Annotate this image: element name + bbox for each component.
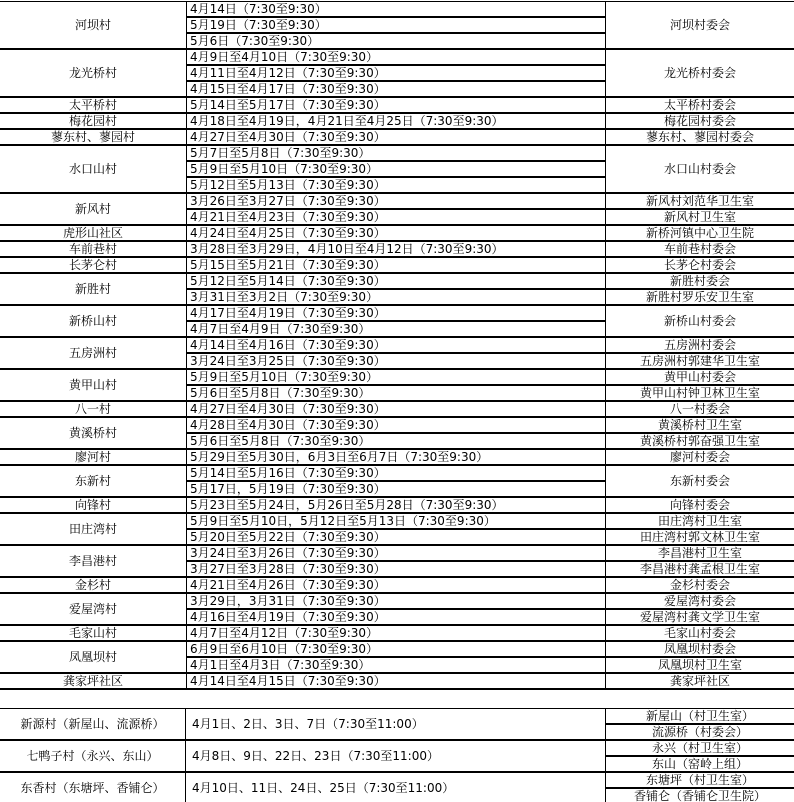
date-cell: 5月23日至5月24日，5月26日至5月28日（7:30至9:30） <box>186 497 605 513</box>
village-cell: 七鸭子村（永兴、东山） <box>0 740 186 772</box>
place-cell: 太平桥村委会 <box>605 97 794 113</box>
place-cell: 向锋村委会 <box>605 497 794 513</box>
place-cell: 梅花园村委会 <box>605 113 794 129</box>
village-cell: 东香村（东塘坪、香铺仑） <box>0 772 186 802</box>
date-cell: 4月14日至4月15日（7:30至9:30） <box>186 673 605 689</box>
village-cell: 八一村 <box>0 401 186 417</box>
date-cell: 5月9日至5月10日（7:30至9:30） <box>186 369 605 385</box>
village-cell: 虎形山社区 <box>0 225 186 241</box>
date-cell: 5月15日至5月21日（7:30至9:30） <box>186 257 605 273</box>
place-cell: 八一村委会 <box>605 401 794 417</box>
date-cell: 3月29日，3月31日（7:30至9:30） <box>186 593 605 609</box>
place-cell: 黄溪桥村卫生室 <box>605 417 794 433</box>
date-cell: 5月20日至5月22日（7:30至9:30） <box>186 529 605 545</box>
date-cell: 4月18日至4月19日，4月21日至4月25日（7:30至9:30） <box>186 113 605 129</box>
date-cell: 4月16日至4月19日（7:30至9:30） <box>186 609 605 625</box>
place-cell: 爱屋湾村龚文学卫生室 <box>605 609 794 625</box>
date-cell: 4月21日至4月23日（7:30至9:30） <box>186 209 605 225</box>
place-cell: 长茅仑村委会 <box>605 257 794 273</box>
date-cell: 5月6日（7:30至9:30） <box>186 33 605 49</box>
date-cell: 4月7日至4月9日（7:30至9:30） <box>186 321 605 337</box>
place-cell: 黄溪桥村郭奋强卫生室 <box>605 433 794 449</box>
village-cell: 金杉村 <box>0 577 186 593</box>
place-cell: 凤凰坝村卫生室 <box>605 657 794 673</box>
place-cell: 新屋山（村卫生室） <box>605 708 794 724</box>
place-cell: 东山（窑岭上组） <box>605 756 794 772</box>
village-cell: 黄溪桥村 <box>0 417 186 449</box>
village-cell: 长茅仑村 <box>0 257 186 273</box>
date-cell: 5月7日至5月8日（7:30至9:30） <box>186 145 605 161</box>
place-cell: 水口山村委会 <box>605 145 794 193</box>
place-cell: 流源桥（村委会） <box>605 724 794 740</box>
blank-row <box>0 689 794 705</box>
date-cell: 4月1日至4月3日（7:30至9:30） <box>186 657 605 673</box>
place-cell: 黄甲山村钟卫林卫生室 <box>605 385 794 401</box>
place-cell: 李昌港村龚孟根卫生室 <box>605 561 794 577</box>
date-cell: 5月9日至5月10日（7:30至9:30） <box>186 161 605 177</box>
place-cell: 凤凰坝村委会 <box>605 641 794 657</box>
date-cell: 3月31日至3月2日（7:30至9:30） <box>186 289 605 305</box>
place-cell: 廖河村委会 <box>605 449 794 465</box>
date-cell: 3月24日至3月26日（7:30至9:30） <box>186 545 605 561</box>
village-cell: 车前巷村 <box>0 241 186 257</box>
date-cell: 4月24日至4月25日（7:30至9:30） <box>186 225 605 241</box>
date-cell: 4月11日至4月12日（7:30至9:30） <box>186 65 605 81</box>
place-cell: 黄甲山村委会 <box>605 369 794 385</box>
date-cell: 5月12日至5月14日（7:30至9:30） <box>186 273 605 289</box>
village-cell: 龚家坪社区 <box>0 673 186 689</box>
place-cell: 五房洲村委会 <box>605 337 794 353</box>
place-cell: 新胜村委会 <box>605 273 794 289</box>
place-cell: 河坝村委会 <box>605 1 794 49</box>
date-cell: 3月26日至3月27日（7:30至9:30） <box>186 193 605 209</box>
date-cell: 4月9日至4月10日（7:30至9:30） <box>186 49 605 65</box>
village-cell: 龙光桥村 <box>0 49 186 97</box>
date-cell: 4月8日、9日、22日、23日（7:30至11:00） <box>186 740 605 772</box>
place-cell: 新桥山村委会 <box>605 305 794 337</box>
date-cell: 4月14日至4月16日（7:30至9:30） <box>186 337 605 353</box>
village-cell: 梅花园村 <box>0 113 186 129</box>
village-cell: 太平桥村 <box>0 97 186 113</box>
date-cell: 4月1日、2日、3日、7日（7:30至11:00） <box>186 708 605 740</box>
date-cell: 5月14日至5月17日（7:30至9:30） <box>186 97 605 113</box>
place-cell: 李昌港村卫生室 <box>605 545 794 561</box>
place-cell: 田庄湾村卫生室 <box>605 513 794 529</box>
place-cell: 龙光桥村委会 <box>605 49 794 97</box>
place-cell: 车前巷村委会 <box>605 241 794 257</box>
place-cell: 新胜村罗乐安卫生室 <box>605 289 794 305</box>
date-cell: 3月27日至3月28日（7:30至9:30） <box>186 561 605 577</box>
place-cell: 田庄湾村郭文林卫生室 <box>605 529 794 545</box>
date-cell: 5月9日至5月10日，5月12日至5月13日（7:30至9:30） <box>186 513 605 529</box>
date-cell: 4月14日（7:30至9:30） <box>186 1 605 17</box>
village-cell: 蓼东村、蓼园村 <box>0 129 186 145</box>
place-cell: 龚家坪社区 <box>605 673 794 689</box>
village-cell: 李昌港村 <box>0 545 186 577</box>
date-cell: 4月7日至4月12日（7:30至9:30） <box>186 625 605 641</box>
place-cell: 东新村委会 <box>605 465 794 497</box>
village-cell: 新桥山村 <box>0 305 186 337</box>
village-cell: 水口山村 <box>0 145 186 193</box>
date-cell: 4月21日至4月26日（7:30至9:30） <box>186 577 605 593</box>
village-cell: 东新村 <box>0 465 186 497</box>
place-cell: 新桥河镇中心卫生院 <box>605 225 794 241</box>
village-cell: 凤凰坝村 <box>0 641 186 673</box>
village-cell: 毛家山村 <box>0 625 186 641</box>
village-cell: 新源村（新屋山、流源桥） <box>0 708 186 740</box>
date-cell: 4月27日至4月30日（7:30至9:30） <box>186 129 605 145</box>
village-cell: 新风村 <box>0 193 186 225</box>
place-cell: 金杉村委会 <box>605 577 794 593</box>
place-cell: 新风村卫生室 <box>605 209 794 225</box>
date-cell: 5月12日至5月13日（7:30至9:30） <box>186 177 605 193</box>
date-cell: 5月29日至5月30日，6月3日至6月7日（7:30至9:30） <box>186 449 605 465</box>
date-cell: 4月27日至4月30日（7:30至9:30） <box>186 401 605 417</box>
place-cell: 永兴（村卫生室） <box>605 740 794 756</box>
village-cell: 河坝村 <box>0 1 186 49</box>
date-cell: 4月10日、11日、24日、25日（7:30至11:00） <box>186 772 605 802</box>
date-cell: 5月6日至5月8日（7:30至9:30） <box>186 433 605 449</box>
village-cell: 廖河村 <box>0 449 186 465</box>
village-cell: 田庄湾村 <box>0 513 186 545</box>
date-cell: 5月14日至5月16日（7:30至9:30） <box>186 465 605 481</box>
place-cell: 香铺仑（香铺仑卫生院） <box>605 788 794 802</box>
village-cell: 向锋村 <box>0 497 186 513</box>
village-cell: 新胜村 <box>0 273 186 305</box>
place-cell: 新风村刘范华卫生室 <box>605 193 794 209</box>
place-cell: 五房洲村郭建华卫生室 <box>605 353 794 369</box>
date-cell: 3月28日至3月29日，4月10日至4月12日（7:30至9:30） <box>186 241 605 257</box>
date-cell: 4月15日至4月17日（7:30至9:30） <box>186 81 605 97</box>
date-cell: 5月19日（7:30至9:30） <box>186 17 605 33</box>
place-cell: 毛家山村委会 <box>605 625 794 641</box>
date-cell: 6月9日至6月10日（7:30至9:30） <box>186 641 605 657</box>
date-cell: 3月24日至3月25日（7:30至9:30） <box>186 353 605 369</box>
place-cell: 爱屋湾村委会 <box>605 593 794 609</box>
date-cell: 4月28日至4月30日（7:30至9:30） <box>186 417 605 433</box>
village-cell: 黄甲山村 <box>0 369 186 401</box>
date-cell: 5月6日至5月8日（7:30至9:30） <box>186 385 605 401</box>
date-cell: 4月17日至4月19日（7:30至9:30） <box>186 305 605 321</box>
date-cell: 5月17日，5月19日（7:30至9:30） <box>186 481 605 497</box>
place-cell: 蓼东村、蓼园村委会 <box>605 129 794 145</box>
place-cell: 东塘坪（村卫生室） <box>605 772 794 788</box>
village-cell: 爱屋湾村 <box>0 593 186 625</box>
village-cell: 五房洲村 <box>0 337 186 369</box>
